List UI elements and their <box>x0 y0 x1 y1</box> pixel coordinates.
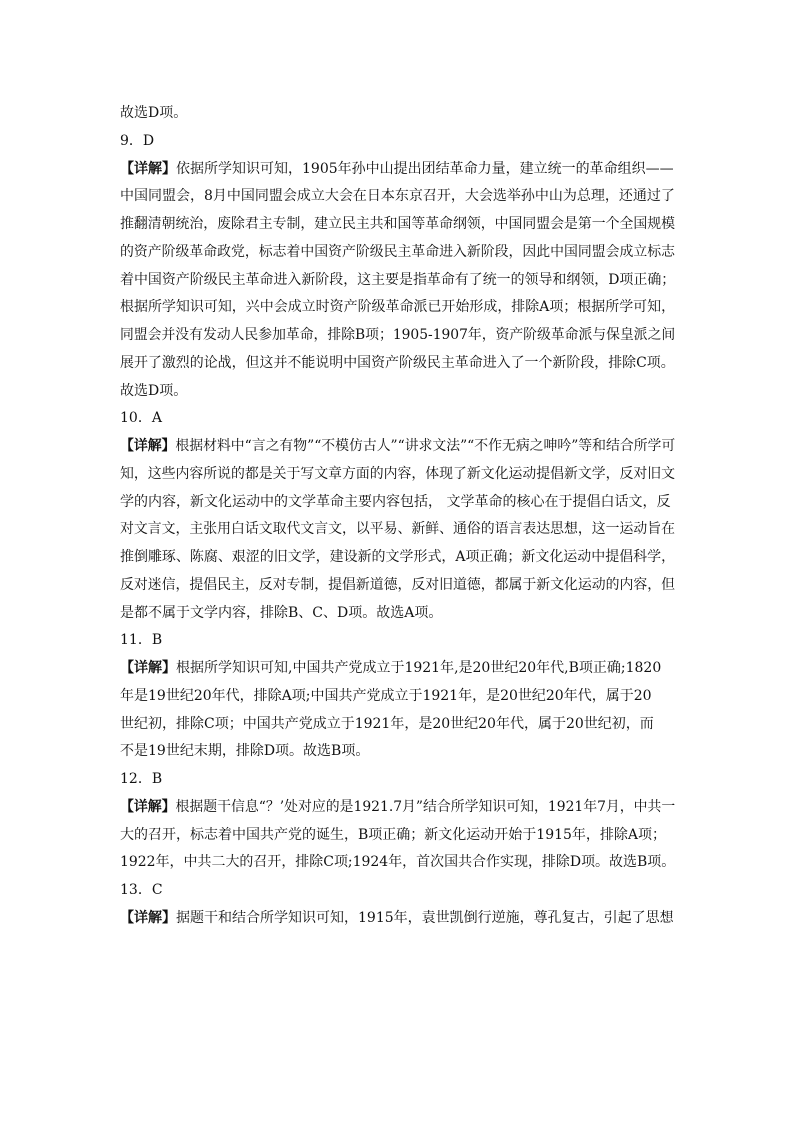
detail-line <box>120 908 674 928</box>
paragraph-line: 反对迷信，提倡民主，反对专制，提倡新道德，反对旧道德，都属于新文化运动的内容，但 <box>120 576 676 593</box>
detail-tag: 【详解】 <box>120 660 176 676</box>
detail-tag: 【详解】 <box>120 438 176 454</box>
detail-text: 据题干和结合所学知识可知，1915年，袁世凯倒行逆施，尊孔复古，引起了思想 <box>176 909 674 926</box>
paragraph-line: 根据所学知识可知，兴中会成立时资产阶级革命派已开始形成，排除A项；根据所学可知， <box>120 299 676 316</box>
answer-heading: 10．A <box>120 410 162 427</box>
detail-tag: 【详解】 <box>120 798 176 815</box>
detail-text: 依据所学知识可知，1905年孙中山提出团结革命力量，建立统一的革命组织—— <box>176 160 674 177</box>
paragraph-line: 年是19世纪20年代，排除A项;中国共产党成立于1921年，是20世纪20年代，属于20 <box>120 687 652 704</box>
paragraph-line: 故选D项。 <box>120 382 188 399</box>
detail-text: 根据材料中“言之有物”“不模仿古人”“讲求文法”“不作无病之呻吟”等和结合所学可 <box>175 438 676 454</box>
paragraph-line: 展开了激烈的论战，但这并不能说明中国资产阶级民主革命进入了一个新阶段，排除C项。 <box>120 354 675 371</box>
paragraph-line: 的资产阶级革命政党，标志着中国资产阶级民主革命进入新阶段，因此中国同盟会成立标志 <box>120 243 676 260</box>
paragraph-line: 故选D项。 <box>120 105 188 121</box>
answer-heading: 13．C <box>120 882 163 898</box>
paragraph-line: 对文言文，主张用白话文取代文言文，以平易、新鲜、通俗的语言表达思想，这一运动旨在 <box>120 521 676 538</box>
paragraph-line: 推倒雕琢、陈腐、艰涩的旧文学，建设新的文学形式，A项正确；新文化运动中提倡科学， <box>120 549 676 565</box>
detail-text: 根据所学知识可知,中国共产党成立于1921年,是20世纪20年代,B项正确;1820 <box>176 660 662 676</box>
paragraph-line: 世纪初，排除C项；中国共产党成立于1921年，是20世纪20年代，属于20世纪初，而 <box>120 715 654 732</box>
paragraph-line: 是都不属于文学内容，排除B、C、D项。故选A项。 <box>120 604 443 621</box>
paragraph-line: 同盟会并没有发动人民参加革命，排除B项；1905-1907年，资产阶级革命派与保皇派之间 <box>120 327 676 343</box>
detail-line <box>120 159 674 179</box>
paragraph-line: 学的内容，新文化运动中的文学革命主要内容包括， 文学革命的核心在于提倡白话文，反 <box>120 493 671 510</box>
paragraph-line: 中国同盟会，8月中国同盟会成立大会在日本东京召开，大会选举孙中山为总理，还通过了 <box>120 188 675 205</box>
answer-heading: 11．B <box>120 632 163 649</box>
detail-tag: 【详解】 <box>120 160 176 177</box>
detail-line <box>120 797 675 817</box>
paragraph-line: 大的召开，标志着中国共产党的诞生，B项正确；新文化运动开始于1915年，排除A项； <box>120 826 667 843</box>
paragraph-line: 1922年，中共二大的召开，排除C项;1924年，首次国共合作实现，排除D项。故选B项。 <box>120 854 676 871</box>
paragraph-line: 不是19世纪末期，排除D项。故选B项。 <box>120 743 370 760</box>
detail-line <box>120 436 675 456</box>
answer-heading: 12．B <box>120 771 163 787</box>
detail-tag: 【详解】 <box>120 909 176 926</box>
answer-heading: 9．D <box>120 132 155 149</box>
detail-line <box>120 658 661 678</box>
paragraph-line: 着中国资产阶级民主革命进入新阶段，这主要是指革命有了统一的领导和纲领，D项正确； <box>120 271 676 288</box>
detail-text: 根据题干信息“？’处对应的是1921.7月”结合所学知识可知，1921年7月，中共一 <box>175 798 676 815</box>
paragraph-line: 推翻清朝统治，废除君主专制，建立民主共和国等革命纲领，中国同盟会是第一个全国规模 <box>120 216 676 232</box>
paragraph-line: 知，这些内容所说的都是关于写文章方面的内容，体现了新文化运动提倡新文学，反对旧文 <box>120 465 676 482</box>
